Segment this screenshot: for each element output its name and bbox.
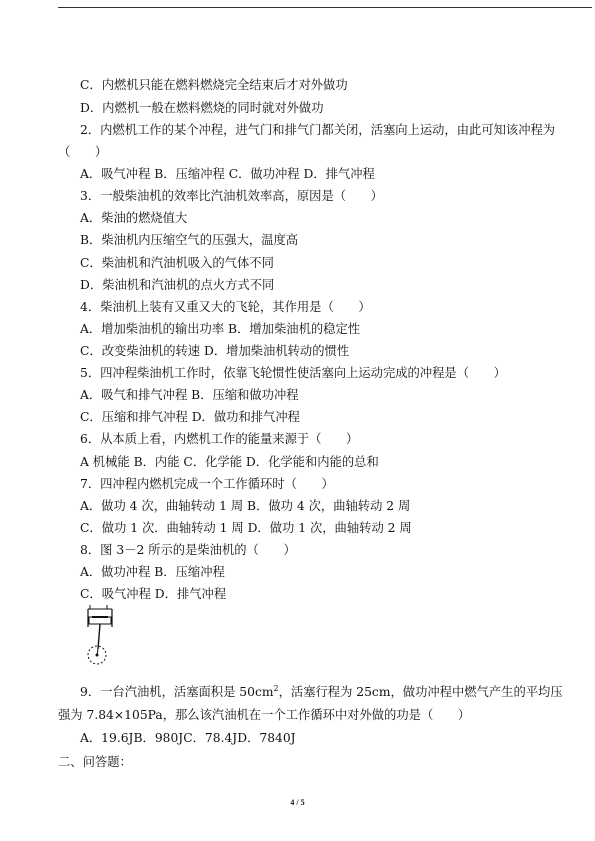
text-line: C．吸气冲程 D．排气冲程 [80,587,227,601]
question-3: 3．一般柴油机的效率比汽油机效率高，原因是（ ） [80,189,383,203]
text-line: C．做功 1 次．曲轴转动 1 周 D．做功 1 次，曲轴转动 2 周 [80,521,412,535]
question-7: 7．四冲程内燃机完成一个工作循环时（ ） [80,477,334,491]
text-line: C．压缩和排气冲程 D．做功和排气冲程 [80,410,300,424]
question-6: 6．从本质上看，内燃机工作的能量来源于（ ） [80,432,359,446]
question-4: 4．柴油机上装有又重又大的飞轮，其作用是（ ） [80,300,371,314]
text-line: A．增加柴油机的输出功率 B．增加柴油机的稳定性 [80,322,361,336]
text-line: A．吸气冲程 B．压缩冲程 C．做功冲程 D．排气冲程 [80,167,375,181]
text-line: B．柴油机内压缩空气的压强大，温度高 [80,233,299,247]
text-line: C．改变柴油机的转速 D．增加柴油机转动的惯性 [80,344,350,358]
question-2: 2．内燃机工作的某个冲程，进气门和排气门都关闭，活塞向上运动，由此可知该冲程为 [80,123,556,137]
question-5: 5．四冲程柴油机工作时，依靠飞轮惯性使活塞向上运动完成的冲程是（ ） [80,366,506,380]
text-line: A．吸气和排气冲程 B．压缩和做功冲程 [80,388,299,402]
page-number: 4 / 5 [290,798,305,807]
question-9-options: A．19.6JB．980JC．78.4JD．7840J [80,731,296,745]
text-line: A．柴油的燃烧值大 [80,211,188,225]
text-line: A．做功 4 次，曲轴转动 1 周 B．做功 4 次，曲轴转动 2 周 [80,499,411,513]
question-9-line-1: 9．一台汽油机，活塞面积是 $50cm^2$，活塞行程为 25cm，做功冲程中燃气产生的平均压 [80,683,563,699]
text-line: D．内燃机一般在燃料燃烧的同时就对外做功 [80,101,324,115]
text-line: A 机械能 B．内能 C．化学能 D．化学能和内能的总和 [80,455,379,469]
diesel-engine-figure [80,605,120,669]
text-line: C．柴油机和汽油机吸入的气体不同 [80,256,274,270]
section-heading: 二、问答题： [58,755,132,769]
header-rule [58,7,592,8]
text-line: C．内燃机只能在燃料燃烧完全结束后才对外做功 [80,78,348,92]
question-8: 8．图 3－2 所示的是柴油机的（ ） [80,543,296,557]
text-line: D．柴油机和汽油机的点火方式不同 [80,278,275,292]
text-line: A．做功冲程 B．压缩冲程 [80,565,225,579]
text-line: （ ） [58,145,108,159]
question-9-line-2: 强为 7.84×105Pa，那么该汽油机在一个工作循环中对外做的功是（ ） [58,708,471,722]
